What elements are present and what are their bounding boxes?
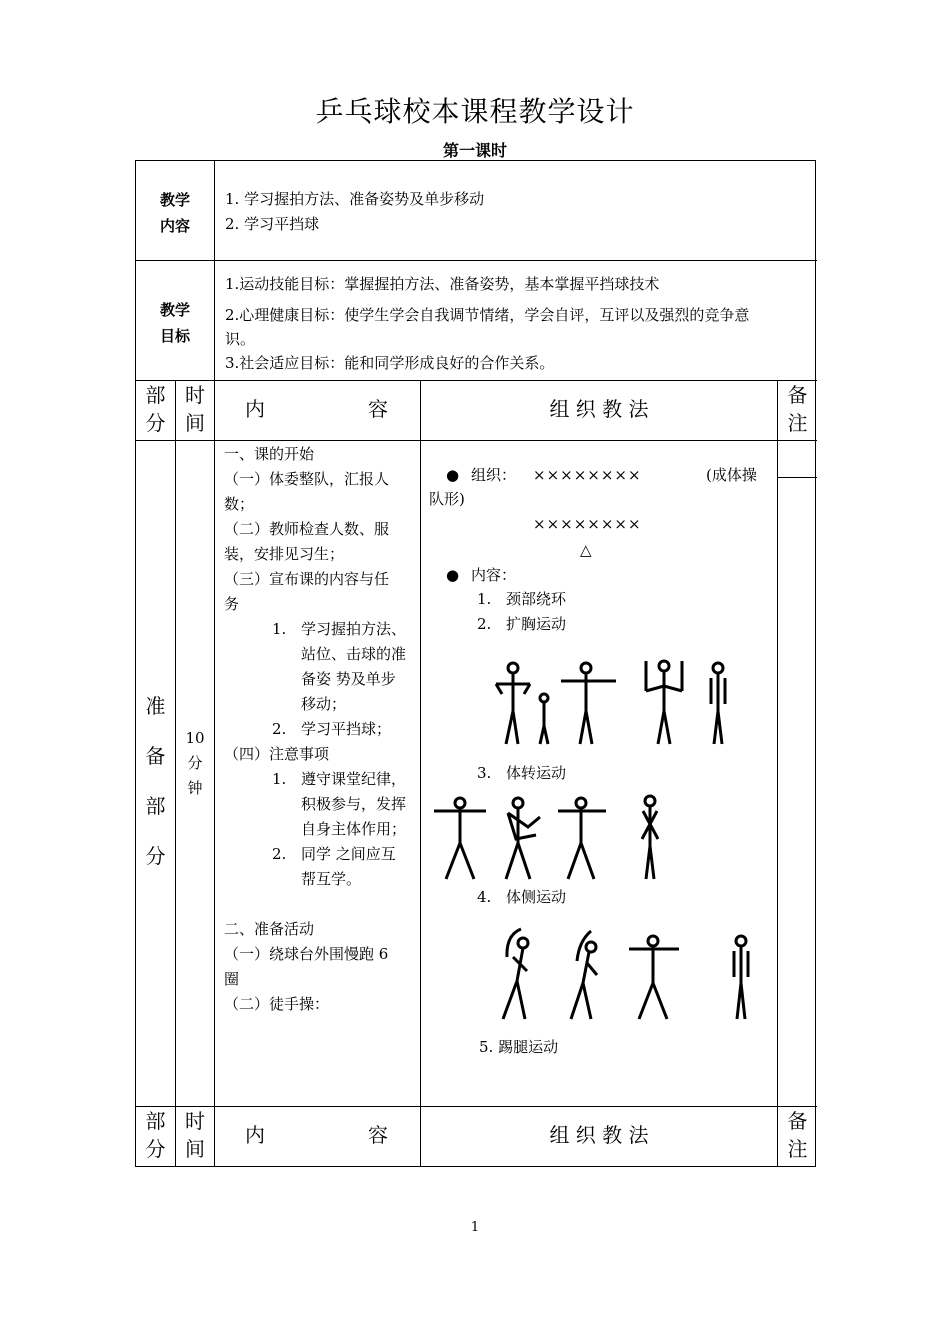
row-divider xyxy=(136,380,817,381)
formation-row-1: ×××××××× xyxy=(533,466,642,484)
page-number: 1 xyxy=(470,1220,480,1235)
header-method-repeat: 组 织 教 法 xyxy=(549,1123,649,1147)
chest-exercise-figures xyxy=(486,656,746,751)
header-part-repeat: 部 分 xyxy=(145,1109,166,1161)
side-bend-figures xyxy=(491,921,761,1026)
trunk-turn-figures xyxy=(428,791,678,886)
header-part: 部 分 xyxy=(145,383,166,435)
goal-skill: 1.运动技能目标：掌握握拍方法、准备姿势，基本掌握平挡球技术 xyxy=(225,275,660,293)
row-divider xyxy=(136,260,817,261)
header-note: 备 注 xyxy=(787,383,808,435)
task-item: 2. 学习平挡球； xyxy=(272,720,392,738)
task-item: 1. 学习握拍方法、 站位、击球的准 备姿 势及单步 移动； xyxy=(272,620,407,713)
exercise-kick: 5. 踢腿运动 xyxy=(479,1038,559,1056)
header-content-1-repeat: 内 xyxy=(245,1123,265,1147)
note-item: 1. 遵守课堂纪律， 积极参与，发挥 自身主体作用； xyxy=(272,770,407,838)
header-content-1: 内 xyxy=(245,397,265,421)
goal-psychology-cont: 识。 xyxy=(225,330,256,348)
header-content-2-repeat: 容 xyxy=(368,1123,388,1147)
teacher-marker: △ xyxy=(580,541,592,559)
exercise-neck: 颈部绕环 xyxy=(506,590,567,608)
note-item: 2. 同学 之间应互 帮互学。 xyxy=(272,845,396,888)
note-divider xyxy=(777,477,817,478)
header-time: 时 间 xyxy=(185,383,205,435)
row-divider xyxy=(136,1106,817,1107)
exercise-trunk-turn: 体转运动 xyxy=(506,764,567,782)
prep-part-label: 准 备 部 分 xyxy=(145,694,166,868)
org-label: 组织： xyxy=(471,466,517,484)
content-row-label: 教学 内容 xyxy=(159,191,190,235)
goal-row-text xyxy=(225,269,815,379)
header-method: 组 织 教 法 xyxy=(549,397,649,421)
content-bullet: ● xyxy=(446,566,460,584)
header-content-2: 容 xyxy=(368,397,388,421)
col-divider xyxy=(214,380,215,1167)
col-divider xyxy=(420,380,421,1167)
prep-time: 10 分 钟 xyxy=(185,729,205,797)
content-row-items xyxy=(225,187,805,237)
prep-content: 一、课的开始 （一）体委整队，汇报人 数； （二）教师检查人数、服 装，安排见习生； （三）宣布课的内容与任 务 1. 学习握拍方法、 站位、击球的准 备姿 势及单步 移动； 2. 学习平挡球； （四）注意事项 1. 遵守课堂纪律， 积极参与，发挥 自身主体作用； 2. 同学 之间应互 帮互学。 二、准备活动 （一）绕球台外围慢跑 6 圈 （二）徒手操： xyxy=(224,442,416,1017)
col-divider xyxy=(777,380,778,1167)
exercise-side-bend: 体侧运动 xyxy=(506,888,567,906)
org-bullet: ● xyxy=(446,466,460,484)
document-title: 乒乓球校本课程教学设计 xyxy=(315,95,635,128)
content-item: 2. 学习平挡球 xyxy=(225,215,320,233)
lesson-subtitle: 第一课时 xyxy=(442,141,507,160)
header-note-repeat: 备 注 xyxy=(787,1109,808,1161)
formation-note: (成体操 xyxy=(706,466,757,484)
goal-psychology: 2.心理健康目标：使学生学会自我调节情绪，学会自评，互评以及强烈的竞争意 xyxy=(225,306,750,324)
lesson-table: 教学 内容 1. 学习握拍方法、准备姿势及单步移动 2. 学习平挡球 教学 目标 1.运动技能目标：掌握握拍方法、准备姿势，基本掌握平挡球技术 2.心理健康目标：使学生学会自我调节情绪，学会自评，互评以及强烈的竞争意 识。 3.社会适应目标：能和同学形成良好的合作关系。 部 分 时 间 内 容 组 织 教 法 备 注 准 备 部 分 10 分 钟 一、课的开始 （一）体委整队，汇报人 数； （二）教师检查人数、服 装，安排见习生； （三）宣布课的内容与任 务 1. 学习握拍方法、 站位、击球的准 备姿 势及单步 移动； 2. 学习平挡球； （四）注意事项 1. 遵守课堂纪律， 积极参与，发挥 自身主体作用； 2. 同学 之间应互 帮互学。 二、准备活动 （一）绕球台外围慢跑 6 圈 （二）徒手操： ● 组织： ×××××××× (成体操 队形) ×××××××× △ ● 内容： 1. 颈部绕环 2. 扩胸运动 3. 体转运动 4. 体侧运动 5. 踢腿运动 部 分 时 间 内 容 组 织 教 法 备 注 xyxy=(135,160,816,1167)
goal-row-label: 教学 目标 xyxy=(159,301,190,345)
goal-social: 3.社会适应目标：能和同学形成良好的合作关系。 xyxy=(225,354,555,372)
content-item: 1. 学习握拍方法、准备姿势及单步移动 xyxy=(225,190,485,208)
formation-row-2: ×××××××× xyxy=(533,515,642,533)
exercise-chest: 扩胸运动 xyxy=(506,615,567,633)
row-divider xyxy=(136,440,817,441)
content-label: 内容： xyxy=(471,566,517,584)
formation-note-cont: 队形) xyxy=(429,490,465,508)
header-time-repeat: 时 间 xyxy=(185,1109,205,1161)
